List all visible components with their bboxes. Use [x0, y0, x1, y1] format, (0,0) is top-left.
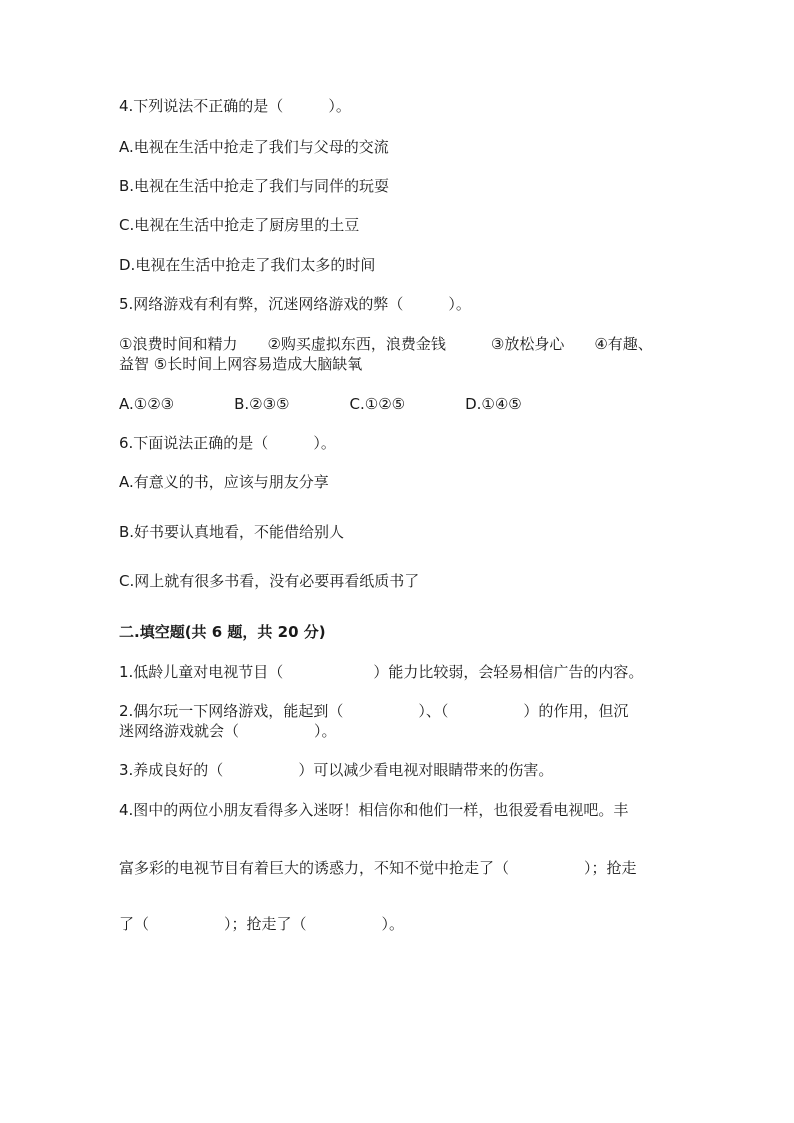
fill-question-2-line1: 2.偶尔玩一下网络游戏，能起到（ ）、（ ）的作用，但沉 — [119, 702, 629, 720]
q5-stem: 5.网络游戏有利有弊，沉迷网络游戏的弊（ ）。 — [119, 295, 471, 313]
q4-option-c: C.电视在生活中抢走了厨房里的土豆 — [119, 216, 360, 234]
q6-option-a: A.有意义的书，应该与朋友分享 — [119, 473, 329, 491]
q6-option-b: B.好书要认真地看，不能借给别人 — [119, 523, 345, 541]
q5-items-line2: 益智 ⑤长时间上网容易造成大脑缺氧 — [119, 355, 363, 373]
q4-option-d: D.电视在生活中抢走了我们太多的时间 — [119, 256, 376, 274]
q6-stem: 6.下面说法正确的是（ ）。 — [119, 434, 336, 452]
fill-question-3: 3.养成良好的（ ）可以减少看电视对眼睛带来的伤害。 — [119, 761, 554, 779]
fill-question-1: 1.低龄儿童对电视节目（ ）能力比较弱，会轻易相信广告的内容。 — [119, 663, 644, 681]
q4-option-a: A.电视在生活中抢走了我们与父母的交流 — [119, 138, 389, 156]
fill-question-4-line2: 富多彩的电视节目有着巨大的诱惑力，不知不觉中抢走了（ ）；抢走 — [119, 859, 637, 877]
fill-question-2-line2: 迷网络游戏就会（ ）。 — [119, 722, 337, 740]
q5-options: A.①②③ B.②③⑤ C.①②⑤ D.①④⑤ — [119, 395, 522, 413]
fill-question-4-line3: 了（ ）；抢走了（ ）。 — [119, 915, 405, 933]
q4-stem: 4.下列说法不正确的是（ ）。 — [119, 97, 351, 115]
q5-items-line1: ①浪费时间和精力 ②购买虚拟东西，浪费金钱 ③放松身心 ④有趣、 — [119, 335, 653, 353]
fill-question-4-line1: 4.图中的两位小朋友看得多入迷呀！相信你和他们一样，也很爱看电视吧。丰 — [119, 801, 629, 819]
q4-option-b: B.电视在生活中抢走了我们与同伴的玩耍 — [119, 177, 390, 195]
section-title-fill-in: 二.填空题(共 6 题，共 20 分) — [119, 623, 326, 641]
q6-option-c: C.网上就有很多书看，没有必要再看纸质书了 — [119, 572, 420, 590]
